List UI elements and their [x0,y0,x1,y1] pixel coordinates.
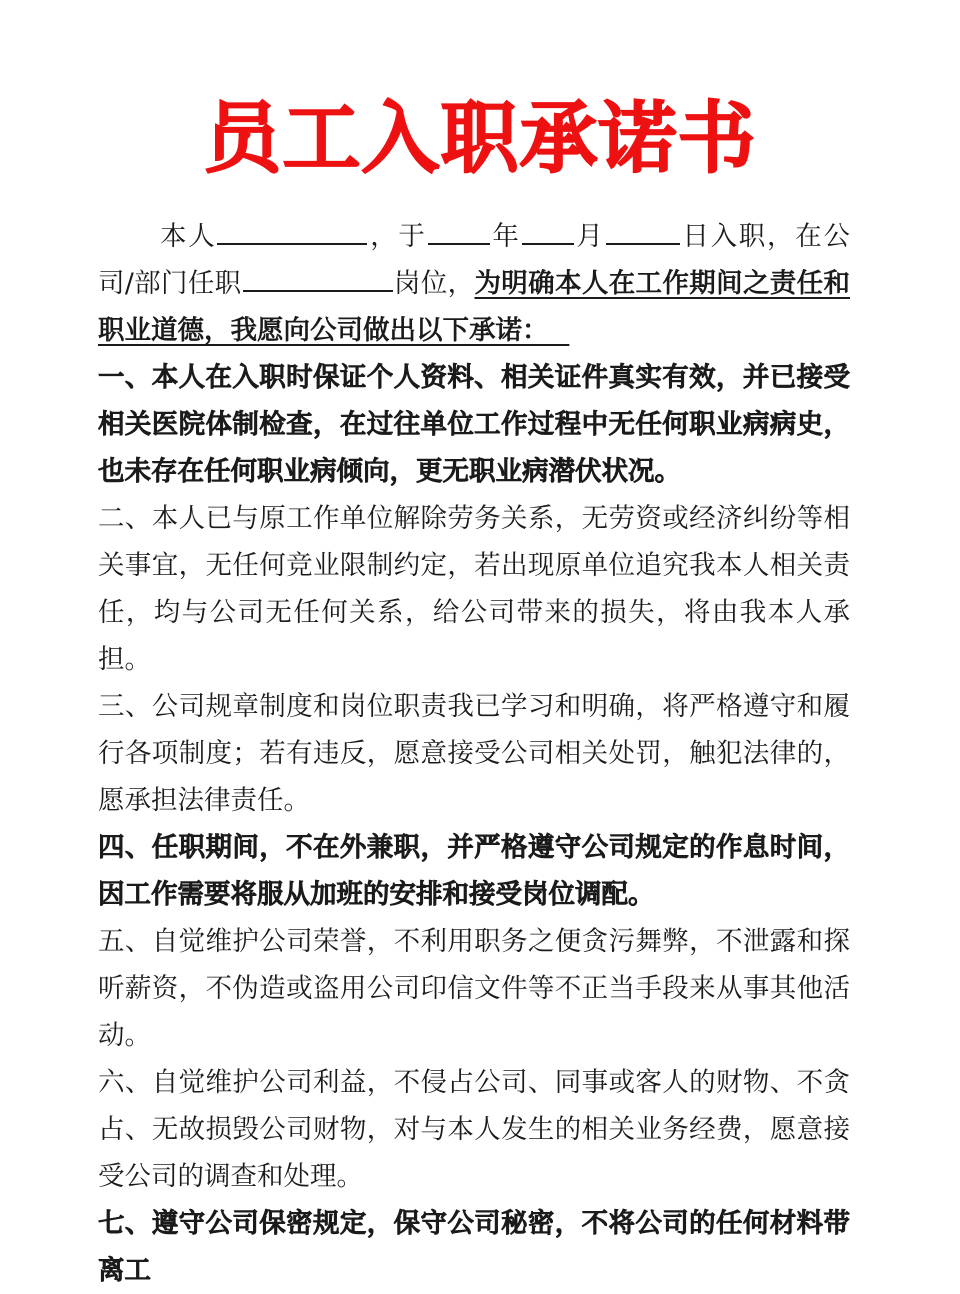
preamble-segment-4: 月 [574,221,605,252]
clause-item-5: 五、自觉维护公司荣誉，不利用职务之便贪污舞弊，不泄露和探听薪资，不伪造或盗用公司印信文件等不正当手段来从事其他活动。 [98,926,850,1051]
clause-item-7: 七、遵守公司保密规定，保守公司秘密，不将公司的任何材料带离工 [98,1208,850,1286]
preamble-paragraph [98,213,850,354]
document-body [98,213,850,1294]
preamble-segment-3: 年 [490,221,521,252]
preamble-segment-5: 日入职，在 [680,221,824,252]
preamble-segment-6: 公司/部门任职 [98,221,851,299]
preamble-emphasis-trailing-rule [549,315,570,346]
preamble-emphasis: 为明确本人在工作期间之责任和职业道德，我愿向公司做出以下承诺： [98,268,851,346]
clause-item-4: 四、任职期间，不在外兼职，并严格遵守公司规定的作息时间，因工作需要将服从加班的安排和接受岗位调配。 [98,832,850,910]
preamble-segment-2: ，于 [368,221,427,252]
clause-item-3: 三、公司规章制度和岗位职责我已学习和明确，将严格遵守和履行各项制度；若有违反，愿意接受公司相关处罚，触犯法律的，愿承担法律责任。 [98,691,850,816]
clause-item-1: 一、本人在入职时保证个人资料、相关证件真实有效，并已接受相关医院体制检查，在过往单位工作过程中无任何职业病病史，也未存在任何职业病倾向，更无职业病潜伏状况。 [98,362,850,487]
preamble-segment-7: 岗位， [393,268,475,299]
start-day-blank[interactable] [606,217,680,245]
employee-name-blank[interactable] [217,217,367,245]
preamble-segment-1: 本人 [160,221,217,252]
start-year-blank[interactable] [428,217,490,245]
start-month-blank[interactable] [522,217,574,245]
clause-item-6: 六、自觉维护公司利益，不侵占公司、同事或客人的财物、不贪占、无故损毁公司财物，对与本人发生的相关业务经费，愿意接受公司的调查和处理。 [98,1067,850,1192]
clause-item-2: 二、本人已与原工作单位解除劳务关系，无劳资或经济纠纷等相关事宜，无任何竞业限制约定，若出现原单位追究我本人相关责任，均与公司无任何关系，给公司带来的损失，将由我本人承担。 [98,503,850,675]
position-blank[interactable] [243,264,393,292]
page-title: 员工入职承诺书 [203,94,757,184]
